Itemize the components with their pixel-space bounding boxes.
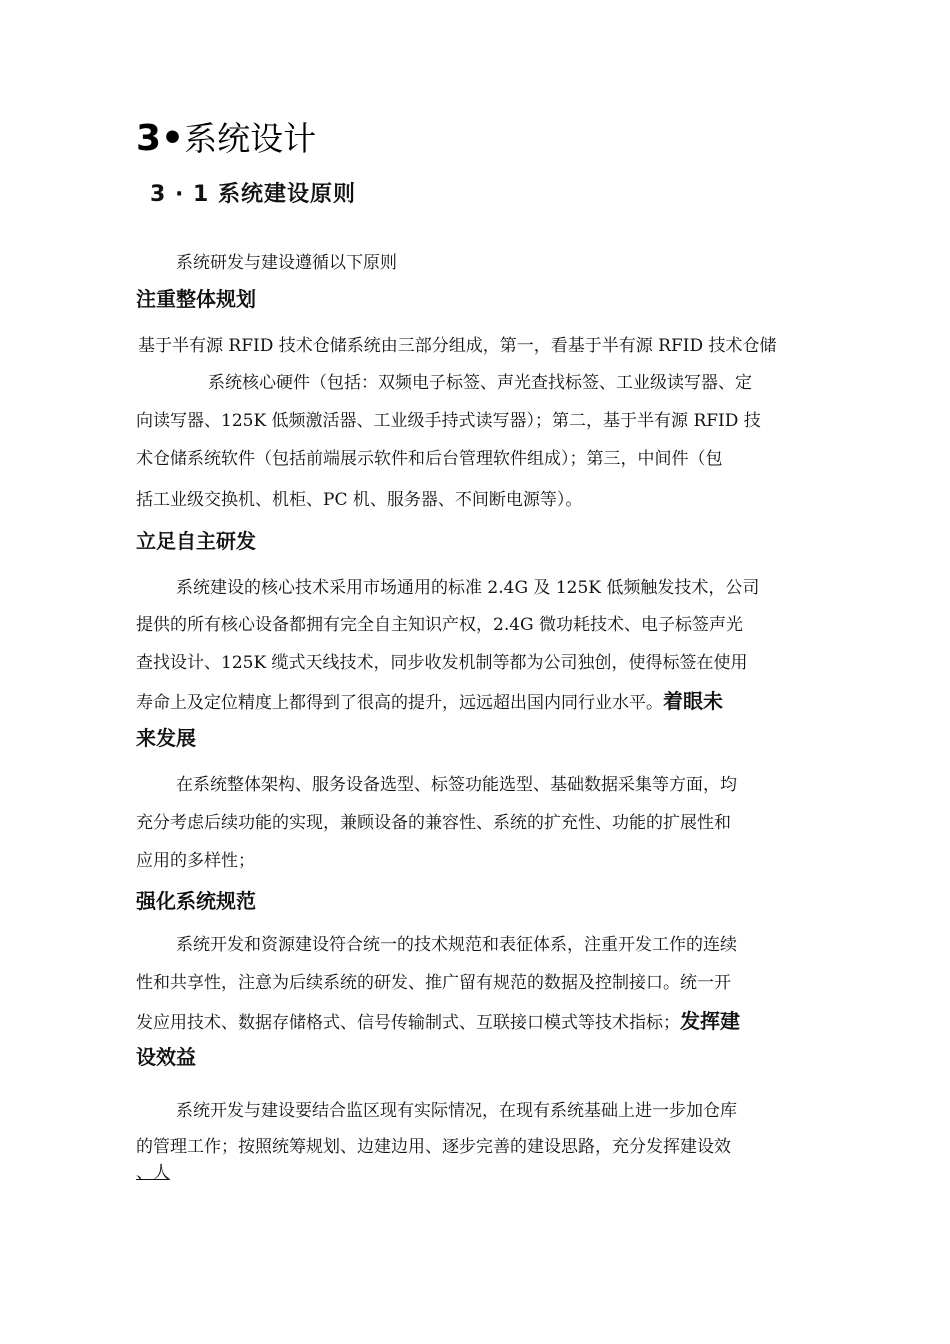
paragraph-line: 、人 xyxy=(136,1163,170,1183)
subheading-future-development: 着眼未 xyxy=(663,689,723,713)
paragraph-line: 系统建设的核心技术采用市场通用的标准 2.4G 及 125K 低频触发技术，公司 xyxy=(176,578,760,598)
subheading-construction-benefit: 发挥建 xyxy=(680,1009,740,1033)
section-title: 3 · 1 系统建设原则 xyxy=(150,182,356,207)
subheading-construction-benefit-cont: 设效益 xyxy=(136,1045,196,1069)
paragraph-line: 术仓储系统软件（包括前端展示软件和后台管理软件组成）；第三，中间件（包 xyxy=(136,449,723,469)
paragraph-line: 括工业级交换机、机柜、PC 机、服务器、不间断电源等）。 xyxy=(136,490,583,510)
page-title xyxy=(136,116,316,162)
subheading-overall-planning: 注重整体规划 xyxy=(136,287,256,311)
subheading-future-development-cont: 来发展 xyxy=(136,726,196,750)
subheading-standardization: 强化系统规范 xyxy=(136,889,256,913)
paragraph-line: 系统开发和资源建设符合统一的技术规范和表征体系，注重开发工作的连续 xyxy=(176,935,737,955)
paragraph-line: 提供的所有核心设备都拥有完全自主知识产权，2.4G 微功耗技术、电子标签声光 xyxy=(136,615,744,635)
paragraph-line xyxy=(136,688,723,716)
paragraph-line: 基于半有源 RFID 技术仓储系统由三部分组成，第一，看基于半有源 RFID 技术仓储 xyxy=(138,336,777,356)
paragraph-line: 在系统整体架构、服务设备选型、标签功能选型、基础数据采集等方面，均 xyxy=(176,775,737,795)
paragraph-line: 系统核心硬件（包括：双频电子标签、声光查找标签、工业级读写器、定 xyxy=(208,373,752,393)
paragraph-line xyxy=(136,1008,740,1036)
chapter-number: 3• xyxy=(136,118,185,159)
paragraph-line: 充分考虑后续功能的实现，兼顾设备的兼容性、系统的扩充性、功能的扩展性和 xyxy=(136,813,731,833)
paragraph-text: 寿命上及定位精度上都得到了很高的提升，远远超出国内同行业水平。 xyxy=(136,693,663,713)
paragraph-line: 性和共享性，注意为后续系统的研发、推广留有规范的数据及控制接口。统一开 xyxy=(136,973,731,993)
subheading-independent-rd: 立足自主研发 xyxy=(136,529,256,553)
paragraph-line: 向读写器、125K 低频激活器、工业级手持式读写器）；第二，基于半有源 RFID 技 xyxy=(136,411,761,431)
paragraph-line: 应用的多样性； xyxy=(136,851,255,871)
paragraph-text: 发应用技术、数据存储格式、信号传输制式、互联接口模式等技术指标； xyxy=(136,1013,680,1033)
paragraph-line: 系统开发与建设要结合监区现有实际情况，在现有系统基础上进一步加仓库 xyxy=(176,1101,737,1121)
paragraph-line: 的管理工作；按照统筹规划、边建边用、逐步完善的建设思路，充分发挥建设效 xyxy=(136,1137,731,1157)
chapter-title: 系统设计 xyxy=(184,119,317,158)
paragraph-line: 查找设计、125K 缆式天线技术，同步收发机制等都为公司独创，使得标签在使用 xyxy=(136,653,748,673)
intro-text: 系统研发与建设遵循以下原则 xyxy=(176,253,397,273)
